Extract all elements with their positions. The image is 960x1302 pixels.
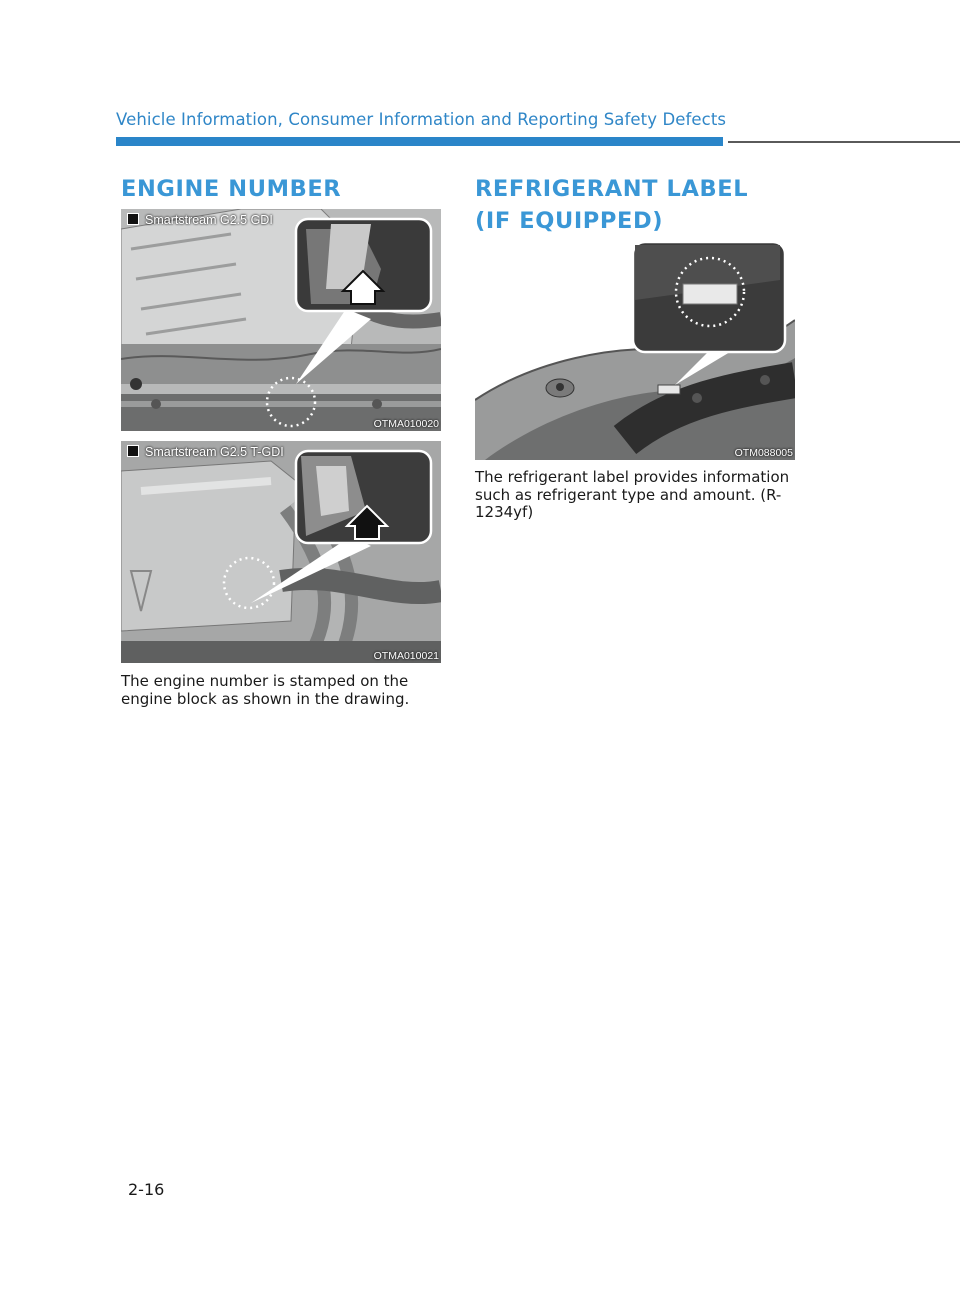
- engine-g25-gdi-figure: [121, 209, 441, 431]
- bullet-square-icon: [127, 445, 139, 457]
- engine-g25-tgdi-illustration: [121, 441, 441, 663]
- refrigerant-heading-line1: REFRIGERANT LABEL: [475, 176, 749, 202]
- page-number: 2-16: [128, 1180, 165, 1199]
- running-header: Vehicle Information, Consumer Information and Reporting Safety Defects: [116, 110, 727, 129]
- engine-number-description: The engine number is stamped on the engine block as shown in the drawing.: [121, 672, 410, 708]
- refrigerant-heading-line2: (IF EQUIPPED): [475, 208, 664, 234]
- refrigerant-label-figure: [475, 240, 795, 460]
- refrigerant-label-description: The refrigerant label provides information such as refrigerant type and amount. (R-1234yf): [475, 468, 790, 521]
- figure-code: OTMA010021: [373, 650, 439, 662]
- figure-caption-g25-gdi: Smartstream G2.5 GDI: [127, 213, 273, 227]
- engine-g25-gdi-illustration: [121, 209, 441, 431]
- engine-g25-tgdi-figure: [121, 441, 441, 663]
- refrigerant-hood-illustration: [475, 240, 795, 460]
- figure-code: OTM088005: [734, 447, 793, 459]
- bullet-square-icon: [127, 213, 139, 225]
- figure-code: OTMA010020: [373, 418, 439, 430]
- figure-caption-g25-tgdi: Smartstream G2.5 T-GDI: [127, 445, 284, 459]
- refrigerant-label-heading: [475, 173, 748, 237]
- header-rule: [728, 141, 960, 143]
- header-accent-bar: [116, 137, 723, 146]
- engine-number-heading: ENGINE NUMBER: [121, 176, 342, 202]
